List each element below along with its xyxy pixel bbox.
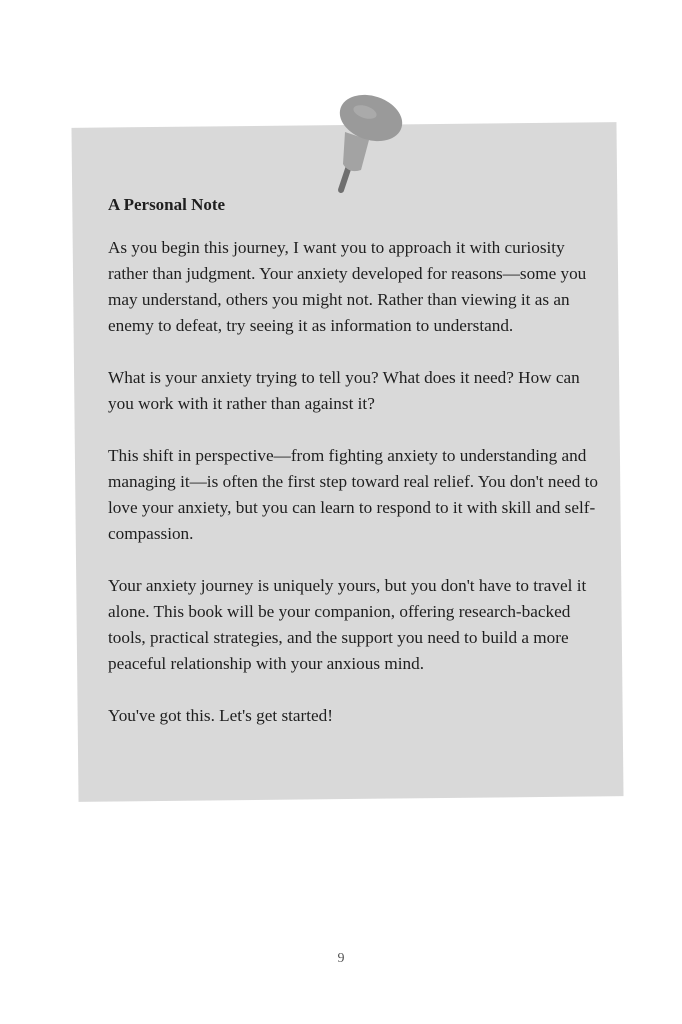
note-content: [108, 193, 608, 755]
note-title: A Personal Note: [108, 195, 226, 214]
page-number: 9: [337, 951, 345, 966]
note-paragraph-3: This shift in perspective—from fighting anxiety to understanding and managing it—is often the first step toward real relief. You don't need to love your anxiety, but you can learn to respond to it with skill and self-compassion.: [108, 446, 598, 543]
note-paragraph-1: As you begin this journey, I want you to approach it with curiosity rather than judgment. Your anxiety developed for reasons—some you may understand, others you might not. Rather than viewing it as an enemy to defeat, try seeing it as information to understand.: [108, 238, 587, 335]
push-pin-icon: [325, 92, 415, 202]
note-paragraph-4: Your anxiety journey is uniquely yours, but you don't have to travel it alone. This book will be your companion, offering research-backed tools, practical strategies, and the support you need to build a more peaceful relationship with your anxious mind.: [108, 576, 587, 673]
note-paragraph-2: What is your anxiety trying to tell you? What does it need? How can you work with it rather than against it?: [108, 368, 580, 413]
note-paragraph-5: You've got this. Let's get started!: [108, 706, 333, 725]
